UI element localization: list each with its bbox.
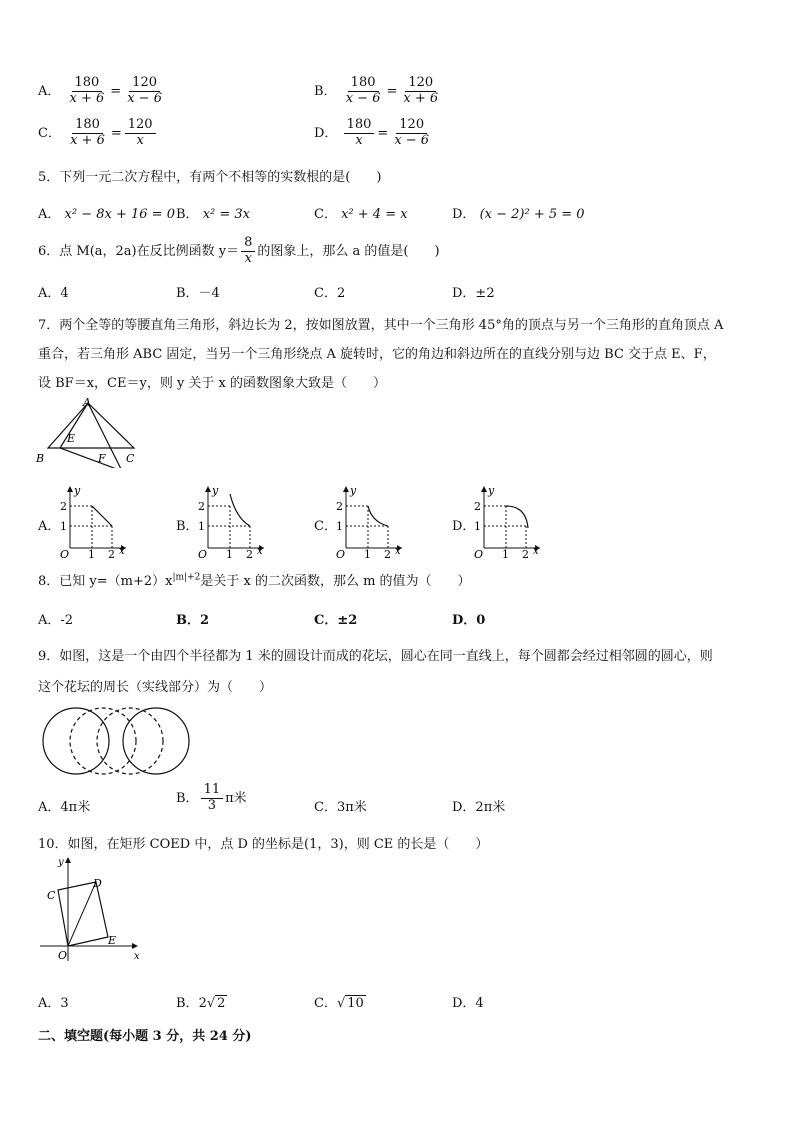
circle-3 [97,708,163,774]
svg-text:O: O [474,548,484,560]
fraction-right: $\frac{120}{x - 6}$ [127,75,162,106]
q8-option-d[interactable]: D．0 [452,613,486,628]
fraction-left: $\frac{180}{x + 6}$ [69,75,105,106]
q8-stem: 8．已知 $y=(m+2)x^{|m|+2}$是关于 x 的二次函数，那么 m 的值为（ ） [38,572,471,589]
q5-option-b[interactable]: B． x² = 3x [176,207,251,222]
svg-text:1: 1 [336,520,343,533]
q5-option-a[interactable]: A． x² − 8x + 16 = 0 [38,207,175,222]
svg-text:x: x [257,546,263,557]
q9-option-d[interactable]: D．2π米 [452,800,506,815]
svg-text:O: O [60,548,70,560]
graph-curve [92,506,112,526]
fraction-8-over-x: $\frac{8}{x}$ [241,236,255,267]
q10-rectangle-figure [38,853,142,965]
option-label: D． [314,125,338,141]
svg-text:2: 2 [522,548,529,560]
q7-triangle-figure [34,396,144,468]
rectangle-coed [58,882,108,946]
svg-text:x: x [533,546,539,557]
svg-text:2: 2 [246,548,253,560]
q8-option-a[interactable]: A．-2 [38,613,74,628]
q5-option-c[interactable]: C． x² + 4 = x [314,207,408,222]
graph-curve [230,494,250,526]
q6-option-c[interactable]: C．2 [314,286,346,301]
q4-option-d[interactable]: D． $\frac{180}{x}$ = $\frac{120}{x - 6}$ [314,118,434,149]
svg-text:O: O [58,949,68,962]
q9-option-b[interactable]: B． $\frac{11}{3}$ π米 [176,782,247,813]
svg-text:1: 1 [474,520,481,533]
q4-option-c[interactable]: C． $\frac{180}{x + 6}$ = $\frac{120}{x}$ [38,118,158,149]
svg-text:1: 1 [502,548,509,560]
q6-stem: 6．点 M(a，2a)在反比例函数 y＝ $\frac{8}{x}$ 的图象上，那么 a 的值是( ) [38,235,440,266]
fraction-right: $\frac{120}{x}$ [125,118,156,149]
q7-line-1: 7．两个全等的等腰直角三角形，斜边长为 2，按如图放置，其中一个三角形 45°角的顶点与另一个三角形的直角顶点 A [38,318,724,333]
q6-option-d[interactable]: D．±2 [452,286,495,301]
exponent: |m|+2 [172,572,201,583]
fraction-right: $\frac{120}{x - 6}$ [394,117,430,148]
circle-1 [43,708,109,774]
svg-text:x: x [119,546,125,557]
q7-option-d-label[interactable]: D． [452,519,476,534]
graph-curve [506,506,528,528]
circle-4 [123,708,189,774]
svg-text:1: 1 [198,520,205,533]
svg-text:y: y [350,484,357,497]
fraction-11-over-3: $\frac{11}{3}$ [201,783,224,814]
q7-graph-a[interactable] [58,482,130,560]
q9-option-c[interactable]: C．3π米 [314,800,367,815]
svg-text:O: O [336,548,346,560]
svg-text:1: 1 [88,548,95,560]
svg-text:C: C [47,889,56,902]
q9-line-1: 9．如图，这是一个由四个半径都为 1 米的圆设计而成的花坛，圆心在同一直线上，每个圆都会经过相邻圆的圆心，则 [38,649,713,664]
fraction-left: $\frac{180}{x + 6}$ [70,117,105,148]
q7-option-b-label[interactable]: B． [176,519,199,534]
option-label: B． [314,83,337,99]
q10-option-b[interactable]: B．2√ 2 [176,996,226,1011]
q7-line-2: 重合，若三角形 ABC 固定，当另一个三角形绕点 A 旋转时，它的角边和斜边所在的直线分别与边 BC 交于点 E、F， [38,347,716,362]
q6-option-b[interactable]: B．－4 [176,286,220,301]
diagonal-od [68,882,96,946]
q10-option-d[interactable]: D．4 [452,996,484,1011]
q9-line-2: 这个花坛的周长（实线部分）为（ ） [38,680,273,695]
q8-option-b[interactable]: B．2 [176,613,210,628]
svg-text:2: 2 [60,500,67,513]
graph-curve [368,506,388,526]
svg-text:2: 2 [108,548,115,560]
fraction-left: $\frac{180}{x}$ [344,118,375,149]
svg-text:2: 2 [336,500,343,513]
svg-text:y: y [58,857,64,868]
q8-option-c[interactable]: C．±2 [314,613,358,628]
label-f: F [98,452,106,465]
svg-text:x: x [395,546,401,557]
q7-graph-b[interactable] [196,482,268,560]
q7-option-a-label[interactable]: A． [38,519,61,534]
q5-stem: 5．下列一元二次方程中，有两个不相等的实数根的是( ) [38,170,382,185]
svg-text:y: y [488,484,495,497]
fraction-left: $\frac{180}{x - 6}$ [345,75,381,106]
q7-graph-c[interactable] [334,482,406,560]
svg-text:y: y [212,484,219,497]
svg-text:O: O [198,548,208,560]
label-e: E [67,432,76,445]
q5-option-d[interactable]: D． (x − 2)² + 5 = 0 [452,207,585,222]
option-label: C． [38,125,61,141]
q7-line-3: 设 BF＝x，CE＝y，则 y 关于 x 的函数图象大致是（ ） [38,376,387,391]
svg-text:x: x [134,951,140,962]
svg-text:y: y [74,484,81,497]
svg-text:2: 2 [198,500,205,513]
svg-text:E: E [108,934,117,947]
svg-text:2: 2 [474,500,481,513]
svg-text:1: 1 [60,520,67,533]
svg-text:D: D [93,877,102,890]
q10-option-c[interactable]: C．√ 10 [314,996,364,1011]
q4-option-b[interactable]: B． $\frac{180}{x - 6}$ = $\frac{120}{x + 6}$ [314,76,443,107]
q7-option-c-label[interactable]: C． [314,519,337,534]
option-label: A． [38,83,61,99]
q10-option-a[interactable]: A．3 [38,996,69,1011]
svg-text:1: 1 [364,548,371,560]
section-2-title: 二、填空题(每小题 3 分，共 24 分) [38,1029,252,1044]
label-c: C [126,452,135,465]
q6-option-a[interactable]: A．4 [38,286,69,301]
q7-graph-d[interactable] [472,482,544,560]
svg-text:2: 2 [384,548,391,560]
circle-2 [70,708,136,774]
svg-text:1: 1 [226,548,233,560]
q4-option-a[interactable]: A． $\frac{180}{x + 6}$ = $\frac{120}{x - 6}$ [38,76,167,107]
fraction-right: $\frac{120}{x + 6}$ [403,75,439,106]
label-a: A [83,396,91,409]
label-b: B [36,452,45,465]
q9-flower-bed-figure [38,705,194,777]
q9-option-a[interactable]: A．4π米 [38,800,91,815]
q10-stem: 10．如图，在矩形 COED 中，点 D 的坐标是(1，3)，则 CE 的长是（ ） [38,837,489,852]
